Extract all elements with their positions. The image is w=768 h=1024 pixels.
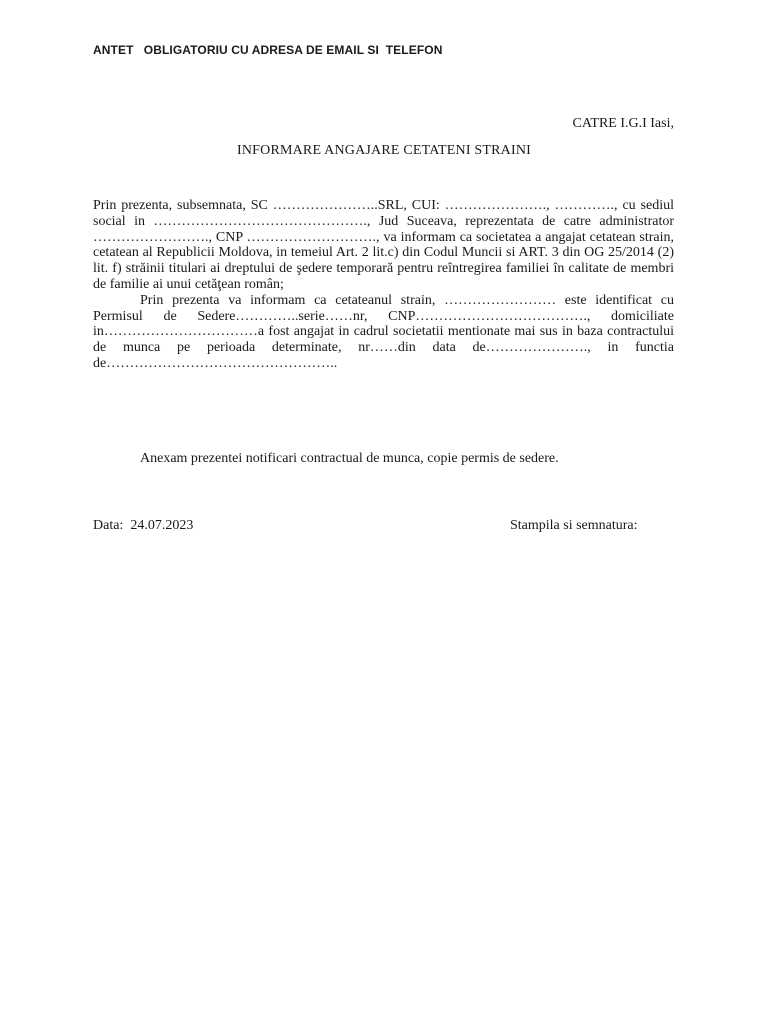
signature-label: Stampila si semnatura: <box>510 518 638 533</box>
annex-note: Anexam prezentei notificari contractual de munca, copie permis de sedere. <box>140 451 559 466</box>
body-paragraph-company: Prin prezenta, subsemnata, SC …………………..SRL, CUI: …………………., …………., cu sediul social in ………………………………………., Jud Suceava, reprezentata de catre administrator ……………………., CNP ………………………., va informam ca societatea a angajat cetatean strain, cetatean al Republicii Moldova, in temeiul Art. 2 lit.c) din Codul Muncii si ART. 3 din OG 25/2014 (2) lit. f) străinii titulari ai dreptului de şedere temporară pentru reîntregirea familiei în calitate de membri de familie ai unui cetăţean român; <box>93 198 674 292</box>
date-line <box>93 518 193 534</box>
document-body <box>93 198 674 372</box>
document-title: INFORMARE ANGAJARE CETATENI STRAINI <box>236 143 532 158</box>
date-label: Data: <box>93 518 124 533</box>
letterhead-placeholder: ANTET OBLIGATORIU CU ADRESA DE EMAIL SI TELEFON <box>93 43 443 57</box>
body-paragraph-employee: Prin prezenta va informam ca cetateanul strain, …………………… este identificat cu Permisul de Sedere…………..serie……nr, CNP………………………………., domiciliate in……………………………a fost angajat in cadrul societatii mentionate mai sus in baza contractului de munca pe perioada determinate, nr……din data de…………………., in functia de………………………………………….. <box>93 292 674 371</box>
recipient-line: CATRE I.G.I Iasi, <box>572 116 674 131</box>
date-value: 24.07.2023 <box>130 518 194 533</box>
